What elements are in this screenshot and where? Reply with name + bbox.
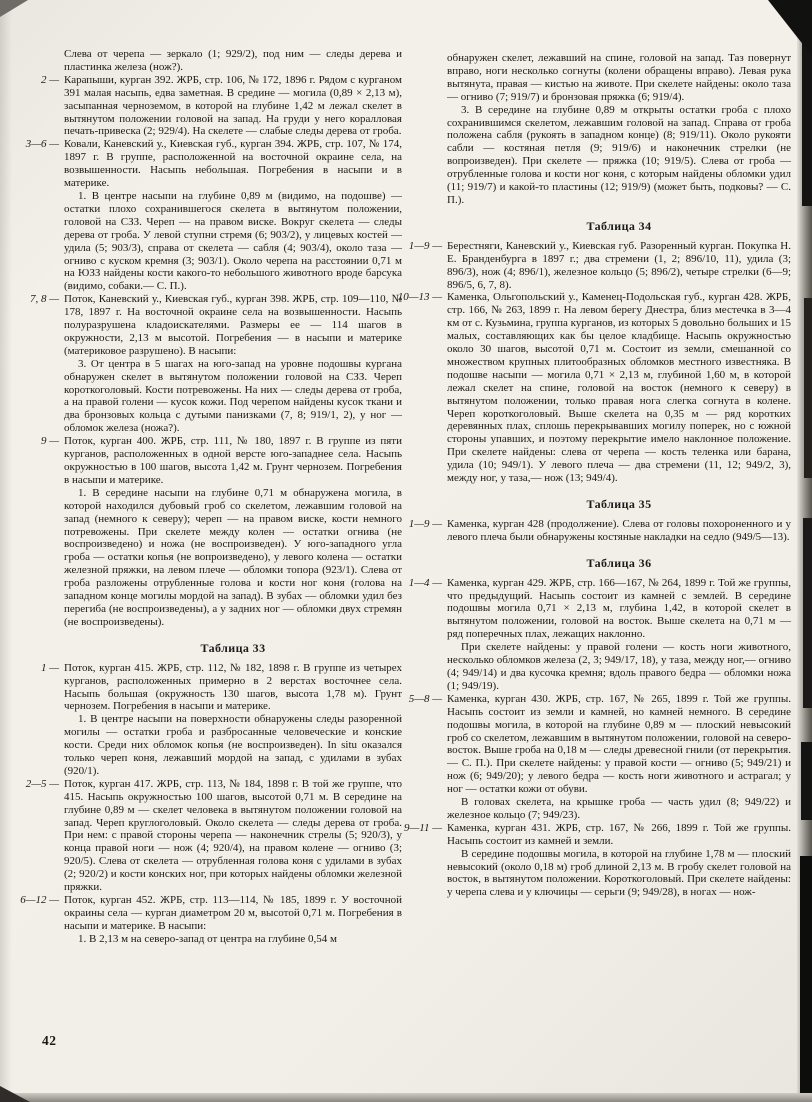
entry-number: 1—9 — xyxy=(408,517,442,530)
entry-paragraph xyxy=(408,692,791,796)
scan-edge-bottom-strip xyxy=(0,1093,812,1102)
catalog-entry xyxy=(40,661,402,778)
entry-paragraph: 1. В центре насыпи на поверхности обнаружены следы разоренной могилы — остатки гроба и разбросанные человеческие и конские кости. Среди них обломок копья (не воспроизведен). In situ оказался только череп коня, лежавший мордой на запад, с удилами в зубах (920/1). xyxy=(64,713,402,777)
entry-number: 5—8 — xyxy=(408,692,442,705)
entry-number: 2—5 — xyxy=(25,777,59,790)
continuation-block xyxy=(447,52,791,207)
entry-text: Каменка, курган 428 (продолжение). Слева от головы похороненного и у левого плеча были обнаружены костяные накладки на седло (949/5—13). xyxy=(447,517,791,543)
entry-paragraph: В середине подошвы могила, в которой на глубине 1,78 м — плоский невысокий (около 0,18 м) гроб длиной 2,13 м. В гробу скелет головой на восток, в вытянутом положении. Короткоголовый. При скелете найдены: у черепа слева и у ключицы — серьги (9; 949/28), в ногах — нож- xyxy=(447,847,791,899)
entry-paragraph xyxy=(408,576,791,642)
scan-artifact-blob xyxy=(800,856,812,1102)
entry-paragraph xyxy=(408,239,791,292)
entry-text: Берестняги, Каневский у., Киевская губ. Разоренный курган. Покупка Н. Е. Бранденбурга в 1897 г.; два стремени (1, 2; 896/10, 11), удила (3; 896/3), нож (4; 896/1), железное кольцо (5; 896/2), четыре стрелки (6—9; 896/5, 6, 7, 8). xyxy=(447,239,791,291)
catalog-entry xyxy=(20,894,402,946)
table-heading: Таблица 35 xyxy=(586,497,652,511)
scan-artifact-blob xyxy=(803,518,812,708)
entry-paragraph xyxy=(25,777,402,894)
column-right xyxy=(397,52,791,899)
entry-number: 1 — xyxy=(40,661,59,674)
entry-number: 3—6 — xyxy=(25,138,59,151)
entry-number: 1—9 — xyxy=(408,239,442,252)
scan-artifact-blob xyxy=(801,742,812,820)
entry-text: Карапыши, курган 392. ЖРБ, стр. 106, № 172, 1896 г. Рядом с курганом 391 малая насыпь, едва заметная. В средине — могила (0,89 × 2,13 м), засыпанная черноземом, в которой на глубине 1,42 м лежал скелет в вытянутом положении головой на запад. На груди у него коралловая печать-привеска (2; 929/4). На скелете — слабые следы дерева от гроба. xyxy=(64,73,402,138)
entry-paragraph xyxy=(40,435,402,487)
catalog-entry xyxy=(408,517,791,544)
entry-text: Каменка, курган 429. ЖРБ, стр. 166—167, № 264, 1899 г. Той же группы, что предыдущий. Насыпь состоит из камней с землей. В середине подошвы могила 0,71 × 2,13 м, глубина 1,42, в которой скелет в вытянутом положении, головой на восток. Выше скелета на 0,71 м — ряд поперечных плах, лежащих наклонно. xyxy=(447,576,791,641)
scan-corner-top-right xyxy=(768,0,812,56)
catalog-entry xyxy=(408,576,791,693)
entry-paragraph xyxy=(408,517,791,544)
catalog-entry xyxy=(40,73,402,139)
entry-paragraph: 1. В середине насыпи на глубине 0,71 м обнаружена могила, в которой находился дубовый гроб со скелетом, лежавшим головой на запад (немного к северу); череп — на правом виске, кости немного потревожены. При скелете между колен — остатки огнива (не воспроизведено) и ножа (не воспроизведен). У юго-западного угла гроба — остатки копья (не вопроизведено), у левого колена — остатки железной пряжки, на левом плече — обломки топора (923/1). Слева от гроба разложены отрубленные голова и кости ног коня (голова на западном конце могилы мордой на запад). В зубах — обломки удил без перегиба (не воспроизведены), а у задних ног — обломки двух стремян (не воспроизведены). xyxy=(64,486,402,628)
entry-text: Ковали, Каневский у., Киевская губ., курган 394. ЖРБ, стр. 107, № 174, 1897 г. В группе, расположенной на восточной окраине села, на возвышенности. Насыпь небольшая. Погребения в насыпи и в материке. xyxy=(64,138,402,190)
entry-paragraph xyxy=(397,291,791,485)
entry-paragraph: 3. От центра в 5 шагах на юго-запад на уровне подошвы кургана обнаружен скелет в вытянутом положении головой на СЗЗ. Череп короткоголовый. Кости потревожены. На них — следы дерева от гроба, а на правой голени — кусок кожи. Под черепом найдены кусок ткани и два бронзовых кольца с дутыми панизками (7, 8; 919/1, 2), у ног — обломок железа (ножа?). xyxy=(64,357,402,435)
entry-paragraph xyxy=(404,821,791,848)
entry-paragraph: обнаружен скелет, лежавший на спине, головой на запад. Таз повернут вправо, ноги несколько согнуты (колени обращены вправо). Левая рука вытянута, правая — кистью на животе. При скелете найдены: около таза — огниво (7; 919/7) и бронзовая пряжка (6; 919/4). xyxy=(447,52,791,103)
entry-number: 9 — xyxy=(40,435,59,448)
entry-number: 7, 8 — xyxy=(29,293,59,306)
entry-text: Каменка, курган 430. ЖРБ, стр. 167, № 265, 1899 г. Той же группы. Насыпь состоит из земли и камней, но камней немного. В середине подошвы могила, в которой на глубине 0,89 м — плоский невысокий гроб со скелетом, лежавшим в вытянутом положении, головой на северо-восток. Выше гроба на 0,18 м — следы древесной гнили (от перекрытия.— С. П.). При скелете найдены: у правой кости — огниво (5; 949/21) и нож (6; 949/20); у левого бедра — кость ноги животного и астрагал; у ног — остатки кожи от обуви. xyxy=(447,692,791,796)
catalog-entry xyxy=(29,293,402,435)
entry-text: Каменка, курган 431. ЖРБ, стр. 167, № 266, 1899 г. Той же группы. Насыпь состоит из камней и земли. xyxy=(447,821,791,847)
catalog-entry xyxy=(25,138,402,293)
entry-text: Поток, Каневский у., Киевская губ., курган 398. ЖРБ, стр. 109—110, № 178, 1897 г. На восточной окраине села на возвышенности. Насыпь полуразрушена кладоискателями. Размеры ее — 114 шагов в окружности, 2,13 м высотой. Погребения — в насыпи и материке (материковое разрушено). В насыпи: xyxy=(64,293,402,357)
entry-text: Поток, курган 417. ЖРБ, стр. 113, № 184, 1898 г. В той же группе, что 415. Насыпь окружностью 100 шагов, высотой 0,71 м. В середине на глубине 0,89 м — скелет человека в вытянутом положении головой на запад. Череп круглоголовый. Около скелета — следы дерева от гроба. При нем: с правой стороны черепа — наконечник стрелы (5; 920/3), у конца правой ноги — нож (4; 920/4), на правом колене — огниво (3; 920/5). Слева от скелета — отрубленная голова коня с удилами в зубах (2; 920/2) и кости конских ног, при которых найдены обломки железной пряжки. xyxy=(64,777,402,894)
entry-text: Каменка, Ольгопольский у., Каменец-Подольская губ., курган 428. ЖРБ, стр. 166, № 263, 1899 г. На левом берегу Днестра, близ местечка в 3—4 км от с. Кузьмина, группа курганов, из которых 5 довольно больших и 15 малых, составляющих как бы целое кладбище. Насыпь окружностью около 30 шагов, высотой 0,71 м. Состоит из земли, смешанной со множеством крупных плитообразных обломков местного известняка. В подошве насыпи — могила 0,71 × 2,13 м, глубиной 1,60 м, в которой лежал скелет на спине, головой на восток (немного к северу) в вытянутом положении, только правая нога слегка согнута в колене. Череп короткоголовый. Выше скелета на 0,35 м — ряд коротких деревянных плах, сплошь перекрывавших могилу поперек, но с южной стороны упавших, и поэтому перекрытие имело наклонное положение. При скелете найдены: слева от черепа — кость теленка или барана, удила (10; 949/1). У левого плеча — два стремени (11, 12; 949/2, 3), между ног, у таза,— нож (13; 949/4). xyxy=(447,291,791,485)
entry-number: 2 — xyxy=(40,73,59,86)
table-heading: Таблица 36 xyxy=(586,555,652,570)
entry-text: Поток, курган 415. ЖРБ, стр. 112, № 182, 1898 г. В группе из четырех курганов, расположенных примерно в 2 верстах восточнее села. Насыпь большая (окружность 130 шагов, высота 1,78 м). Грунт чернозем. Погребения в насыпи и материке. xyxy=(64,661,402,713)
entry-paragraph: При скелете найдены: у правой голени — кость ноги животного, несколько обломков железа (2, 3; 949/17, 18), у таза, между ног,— огниво (4; 949/14) и два кусочка кремня; вдоль правого бедра — обломки ножа (1; 949/19). xyxy=(447,641,791,692)
entry-paragraph: В головах скелета, на крышке гроба — часть удил (8; 949/22) и железное кольцо (7; 949/23). xyxy=(447,796,791,821)
catalog-entry xyxy=(25,777,402,894)
catalog-entry xyxy=(40,435,402,629)
catalog-entry xyxy=(408,239,791,292)
catalog-entry xyxy=(397,291,791,485)
scan-artifact-blob xyxy=(804,298,812,478)
scan-edge-left-shading xyxy=(0,0,12,1102)
entry-paragraph xyxy=(40,73,402,139)
entry-number: 1—4 — xyxy=(408,576,442,589)
entry-number: 10—13 — xyxy=(397,291,442,304)
table-heading: Таблица 33 xyxy=(200,640,266,655)
page-number: 42 xyxy=(42,1033,57,1048)
entry-paragraph xyxy=(40,661,402,714)
column-left xyxy=(20,48,402,946)
entry-number: 6—12 — xyxy=(20,894,59,906)
entry-text: Поток, курган 452. ЖРБ, стр. 113—114, № 185, 1899 г. У восточной окраины села — курган диаметром 20 м, высотой 0,71 м. Погребения в насыпи и материке. В насыпи: xyxy=(64,894,402,932)
table-heading: Таблица 34 xyxy=(586,218,652,233)
entry-paragraph: Слева от черепа — зеркало (1; 929/2), под ним — следы дерева и пластинка железа (нож?). xyxy=(64,48,402,73)
entry-paragraph: 3. В середине на глубине 0,89 м открыты остатки гроба с плохо сохранившимся скелетом, лежавшим головой на запад. Справа от гроба положена сабля (рукоять в западном конце) (8; 919/11). Около рукояти сабли — костяная петля (9; 919/6) и наконечник стрелки (не вопроизведен). При скелете — пряжка (10; 919/5). Слева от гроба — отрубленные голова и кости ног коня, с которым найдены обломки удил (11; 919/7) и какой-то пластины (12; 919/9) (может быть, подковы? — С. П.). xyxy=(447,103,791,206)
catalog-entry xyxy=(404,821,791,899)
catalog-entry xyxy=(408,692,791,822)
entry-paragraph: 1. В 2,13 м на северо-запад от центра на глубине 0,54 м xyxy=(78,932,338,945)
entry-paragraph xyxy=(25,138,402,190)
continuation-block xyxy=(64,48,402,74)
entry-paragraph xyxy=(20,894,402,933)
entry-paragraph: 1. В центре насыпи на глубине 0,89 м (видимо, на подошве) — остатки плохо сохранившегося скелета в вытянутом положении, головой на СЗЗ. Череп — на правом виске. Вокруг скелета — следы дерева от гроба. У левой ступни стремя (6; 903/2), у лицевых костей — удила (5; 903/3), справа от скелета — сабля (4; 903/4), около таза — огниво с куском кремня (3; 903/1). Около черепа на расстоянии 0,71 м на ЮЗЗ найдены кости какого-то небольшого животного вроде барсука (видимо, собаки.— С. П.). xyxy=(64,189,402,293)
entry-text: Поток, курган 400. ЖРБ, стр. 111, № 180, 1897 г. В группе из пяти курганов, расположенных в одной версте юго-западнее села. Насыпь окружностью в 100 шагов, высота 1,42 м. Грунт чернозем. Погребения в насыпи и материке. xyxy=(64,435,402,486)
entry-number: 9—11 — xyxy=(404,821,442,834)
entry-paragraph xyxy=(29,293,402,358)
